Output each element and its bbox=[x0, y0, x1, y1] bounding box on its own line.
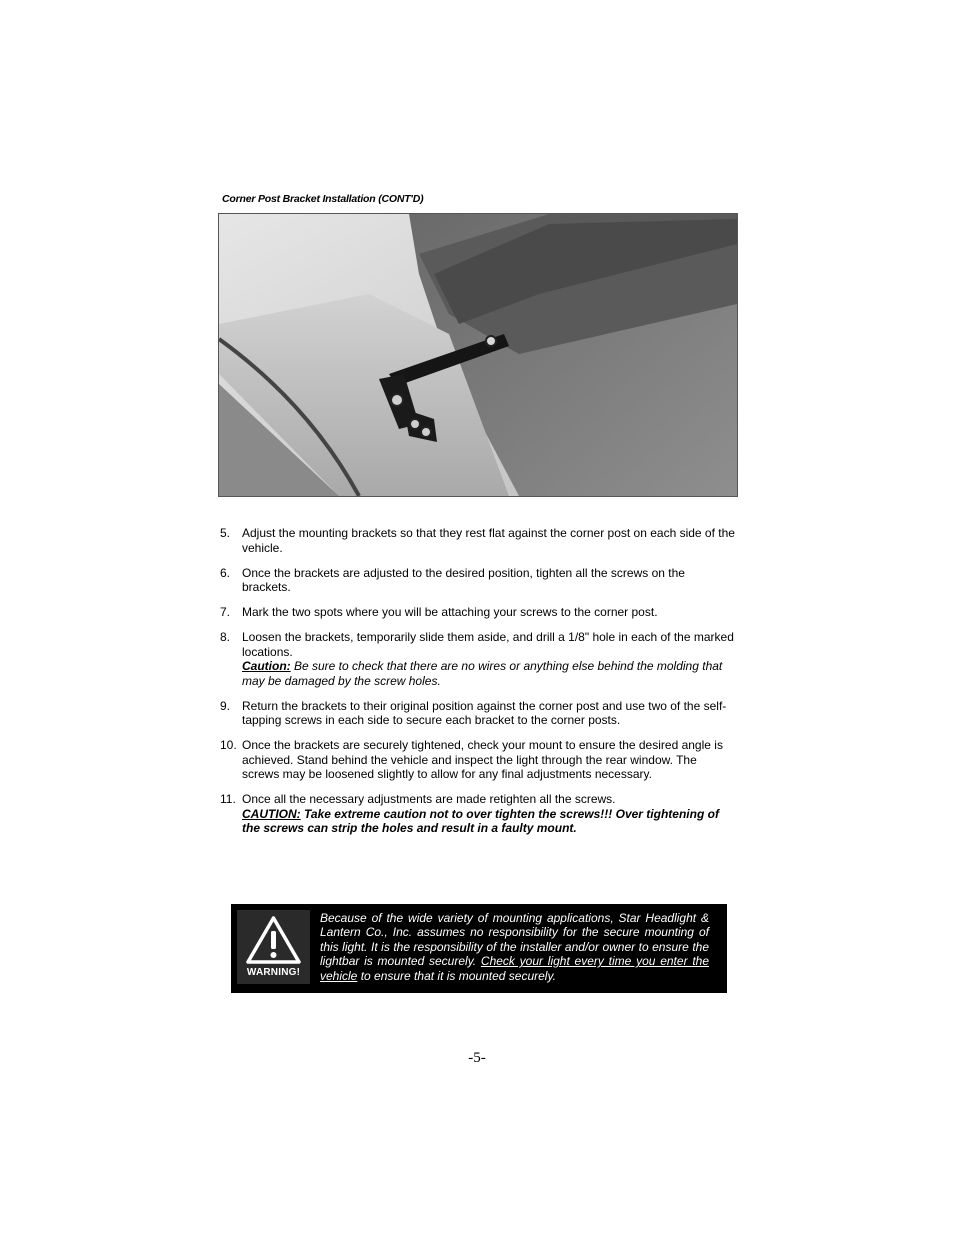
section-title: Corner Post Bracket Installation (CONT'D) bbox=[222, 193, 424, 205]
step-number: 6. bbox=[220, 565, 231, 580]
step-10 bbox=[220, 738, 735, 782]
warning-text bbox=[320, 911, 709, 983]
step-11 bbox=[220, 792, 735, 836]
step-number: 11. bbox=[220, 792, 236, 806]
warning-box bbox=[231, 904, 727, 993]
step-7 bbox=[220, 605, 735, 620]
warning-text-main: Because of the wide variety of mounting applications, Star Headlight & Lantern Co., Inc. assumes no responsibility for the secure mounting of this light. It is the responsibility of the installer and/or owner to ensure the lightbar is mounted securely. bbox=[320, 911, 709, 969]
step-number: 7. bbox=[220, 605, 231, 619]
step-text: Adjust the mounting brackets so that they rest flat against the corner post on each side of the vehicle. bbox=[242, 526, 735, 555]
step-6 bbox=[220, 566, 735, 595]
warning-label: WARNING! bbox=[246, 967, 301, 978]
step-9 bbox=[220, 699, 735, 728]
corner-post-bracket-photo bbox=[218, 213, 738, 497]
page-number: -5- bbox=[468, 1050, 486, 1066]
photo-illustration bbox=[219, 214, 737, 496]
warning-icon-panel bbox=[237, 910, 310, 984]
step-caution bbox=[242, 659, 735, 688]
step-text: Once all the necessary adjustments are made retighten all the screws. bbox=[242, 792, 616, 806]
step-8 bbox=[220, 630, 735, 688]
step-caution bbox=[242, 807, 735, 836]
caution-label: CAUTION: bbox=[242, 806, 301, 821]
caution-label: Caution: bbox=[242, 659, 291, 673]
step-text: Once the brackets are adjusted to the desired position, tighten all the screws on the brackets. bbox=[242, 565, 685, 594]
warning-triangle-icon bbox=[245, 916, 302, 966]
instruction-steps bbox=[220, 526, 735, 846]
step-number: 10. bbox=[220, 738, 237, 752]
step-number: 9. bbox=[220, 698, 231, 713]
warning-text-end: to ensure that it is mounted securely. bbox=[357, 968, 556, 983]
warning-text-underlined: Check your light every time you enter the vehicle bbox=[320, 954, 710, 983]
caution-text: Be sure to check that there are no wires or anything else behind the molding that may be damaged by the screw holes. bbox=[242, 659, 723, 688]
caution-text: Take extreme caution not to over tighten the screws!!! Over tightening of the screws can strip the holes and result in a faulty mount. bbox=[242, 806, 719, 835]
step-text: Loosen the brackets, temporarily slide them aside, and drill a 1/8" hole in each of the marked locations. bbox=[242, 630, 734, 659]
step-number: 5. bbox=[220, 526, 231, 540]
step-number: 8. bbox=[220, 630, 231, 644]
step-5 bbox=[220, 526, 735, 555]
step-text: Return the brackets to their original position against the corner post and use two of the self-tapping screws in each side to secure each bracket to the corner posts. bbox=[242, 698, 727, 727]
step-text: Once the brackets are securely tightened, check your mount to ensure the desired angle is achieved. Stand behind the vehicle and inspect the light through the rear window. The screws may be loosened slightly to allow for any final adjustments necessary. bbox=[242, 738, 723, 781]
step-text: Mark the two spots where you will be attaching your screws to the corner post. bbox=[242, 605, 658, 619]
